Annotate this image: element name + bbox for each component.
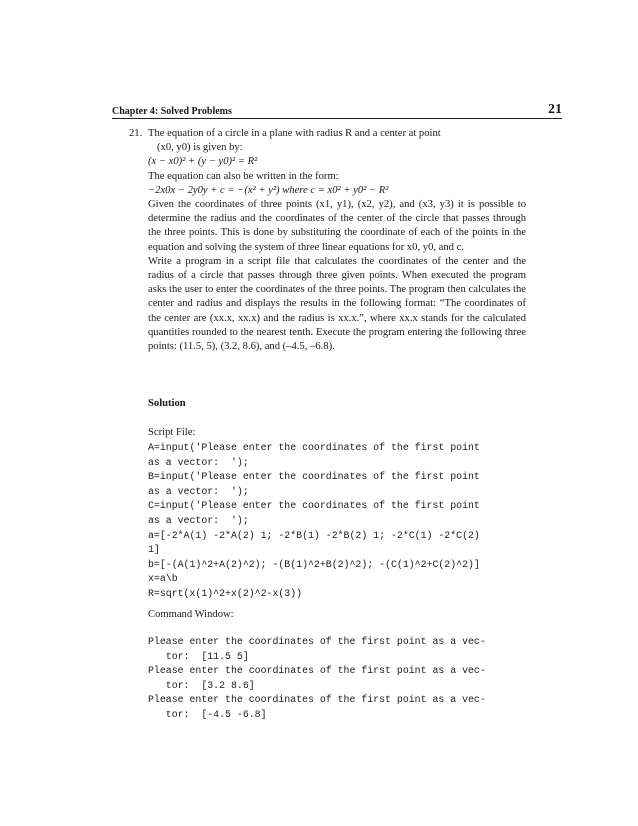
script-line: as a vector: ');	[148, 456, 249, 468]
script-line: B=input('Please enter the coordinates of the first point	[148, 471, 480, 483]
script-line: a=[-2*A(1) -2*A(2) 1; -2*B(1) -2*B(2) 1; -2*C(1) -2*C(2)	[148, 529, 480, 541]
command-line: tor: [11.5 5]	[148, 650, 249, 662]
command-line: Please enter the coordinates of the first point as a vec-	[148, 636, 486, 647]
chapter-title: Chapter 4: Solved Problems	[112, 106, 232, 117]
page-header	[112, 102, 562, 119]
problem-paragraph-1: Given the coordinates of three points (x1, y1), (x2, y2), and (x3, y3) it is possible to determine the radius and the coordinates of the center of the circle that passes through the three points. This is done by substituting the coordinate of each of the points in the equation and solving the system of three linear equations for x0, y0, and c.	[148, 199, 526, 253]
script-line: R=sqrt(x(1)^2+x(2)^2-x(3))	[148, 587, 303, 599]
script-line: A=input('Please enter the coordinates of the first point	[148, 442, 480, 453]
command-line: Please enter the coordinates of the first point as a vec-	[148, 665, 486, 677]
script-line: x=a\b	[148, 573, 178, 585]
problem-intro-line2: (x0, y0) is given by:	[157, 142, 243, 154]
command-window-output	[148, 635, 548, 723]
command-line: tor: [-4.5 -6.8]	[148, 708, 267, 720]
problem-form-intro: The equation can also be written in the form:	[148, 170, 339, 182]
script-line: 1]	[148, 544, 160, 556]
problem-paragraph-2: Write a program in a script file that calculates the coordinates of the center and the radius of a circle that passes through three given points. When executed the program asks the user to enter the coordinates of the three points. The program then calculates the center and radius and displays the results in the following format: “The coordinates of the center are (xx.x, xx.x) and the radius is xx.x.”, where xx.x stands for the calculated quantities rounded to the nearest tenth. Execute the program entering the following three points: (11.5, 5), (3.2, 8.6), and (–4.5, –6.8).	[148, 255, 526, 353]
command-line: tor: [3.2 8.6]	[148, 679, 255, 691]
script-line: C=input('Please enter the coordinates of the first point	[148, 500, 480, 512]
command-window-label: Command Window:	[148, 609, 234, 620]
equation-linear-form: −2x0x − 2y0y + c = −(x² + y²) where c = x0² + y0² − R²	[148, 184, 389, 196]
script-file-label: Script File:	[148, 427, 196, 438]
script-code	[148, 441, 548, 602]
script-line: b=[-(A(1)^2+A(2)^2); -(B(1)^2+B(2)^2); -(C(1)^2+C(2)^2)]	[148, 558, 480, 570]
solution-heading: Solution	[148, 398, 186, 409]
problem-21	[129, 127, 526, 354]
problem-number: 21.	[129, 128, 143, 139]
command-line: Please enter the coordinates of the first point as a vec-	[148, 694, 486, 706]
script-line: as a vector: ');	[148, 514, 249, 526]
problem-intro-line1: The equation of a circle in a plane with radius R and a center at point	[148, 128, 441, 139]
script-line: as a vector: ');	[148, 485, 249, 497]
equation-circle: (x − x0)² + (y − y0)² = R²	[148, 156, 258, 168]
page-number: 21	[548, 102, 562, 117]
